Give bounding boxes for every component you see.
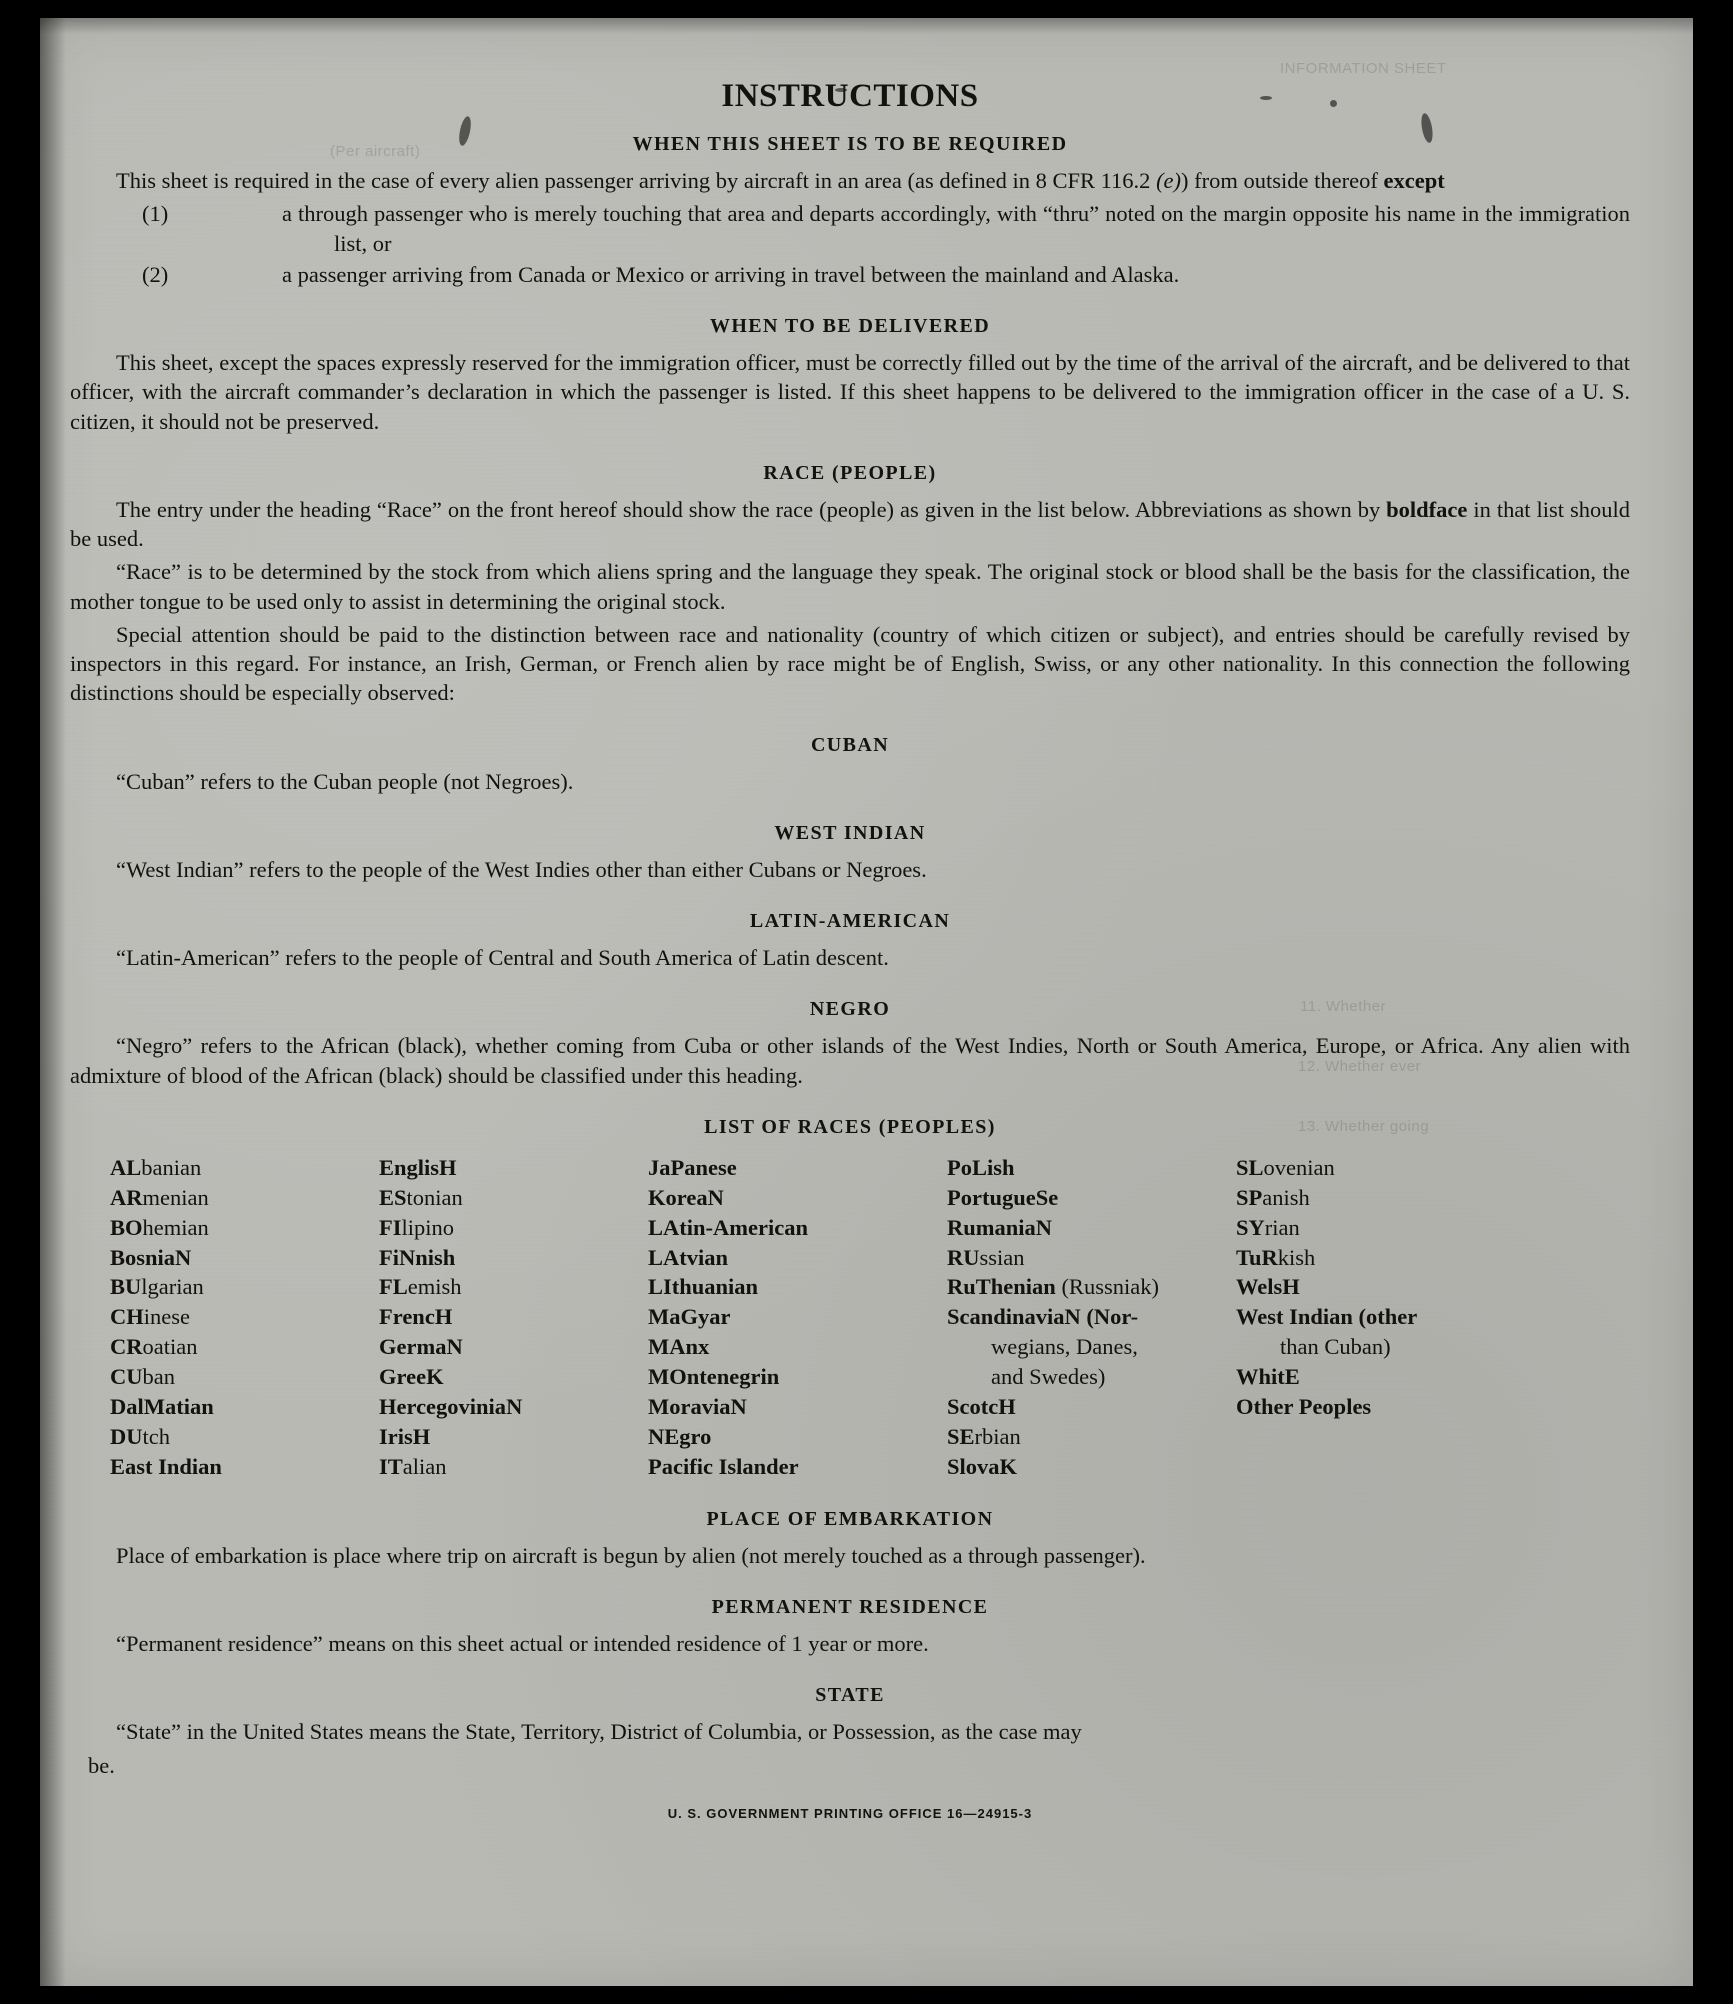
races-list bbox=[110, 1153, 1630, 1482]
race-list-item bbox=[947, 1452, 1222, 1482]
page-top-shadow bbox=[40, 18, 1693, 34]
race-list-item bbox=[1236, 1302, 1526, 1332]
race-abbrev-caps: FL bbox=[379, 1274, 408, 1300]
state-paragraph-continuation: be. bbox=[88, 1752, 115, 1778]
race-abbrev-caps: AR bbox=[110, 1184, 143, 1210]
intro-bold-except: except bbox=[1383, 168, 1445, 193]
race-abbrev-caps: LAtvian bbox=[648, 1244, 729, 1270]
race-p1-part-1: The entry under the heading “Race” on the front hereof should show the race (people) as given in the list below. Abbreviations as shown by bbox=[116, 496, 1387, 522]
race-list-item bbox=[648, 1243, 933, 1273]
race-list-item bbox=[947, 1213, 1222, 1243]
race-name-rest: N bbox=[506, 1394, 523, 1420]
race-name-rest: Nnish bbox=[399, 1244, 456, 1270]
bleed-through-text: (Per aircraft) bbox=[330, 143, 421, 160]
race-people-paragraph-3: Special attention should be paid to the distinction between race and nationality (country of which citizen or subject), and entries should be carefully revised by inspectors in this regard. For instance, an Irish, German, or French alien by race might be of English, Swiss, or any other nationality. In this connection the following distinctions should be especially observed: bbox=[70, 621, 1630, 706]
negro-paragraph: “Negro” refers to the African (black), whether coming from Cuba or other islands of the West Indies, North or South America, Europe, or Africa. Any alien with admixture of blood of the African (black) should be classified under this heading. bbox=[70, 1033, 1630, 1088]
race-name-rest: H bbox=[998, 1394, 1016, 1420]
race-list-item bbox=[947, 1183, 1222, 1213]
section-heading-west-indian: WEST INDIAN bbox=[774, 821, 926, 844]
intro-italic-e: (e) bbox=[1156, 168, 1182, 193]
race-abbrev-caps: FI bbox=[379, 1214, 402, 1240]
race-list-item bbox=[1236, 1183, 1526, 1213]
race-list-item bbox=[110, 1302, 365, 1332]
race-name-rest: anish bbox=[1262, 1184, 1310, 1210]
race-name-rest: Panese bbox=[670, 1154, 737, 1180]
race-abbrev-caps: SE bbox=[947, 1424, 975, 1450]
race-name-rest: ssian bbox=[979, 1244, 1025, 1270]
race-list-item bbox=[947, 1243, 1222, 1273]
race-list-item bbox=[110, 1213, 365, 1243]
west-indian-paragraph: “West Indian” refers to the people of the West Indies other than either Cubans or Negroes. bbox=[116, 856, 927, 882]
race-name-rest: inese bbox=[143, 1304, 190, 1330]
race-list-item bbox=[1236, 1243, 1526, 1273]
race-list-item bbox=[947, 1362, 1222, 1392]
race-list-item bbox=[1236, 1153, 1526, 1183]
when-required-intro bbox=[70, 166, 1630, 195]
race-name-rest: Matian bbox=[143, 1394, 214, 1420]
race-abbrev-caps: DU bbox=[110, 1424, 143, 1450]
race-abbrev-caps: Gree bbox=[379, 1364, 427, 1390]
section-heading-cuban: CUBAN bbox=[810, 733, 890, 756]
race-name-rest: banian bbox=[141, 1154, 202, 1180]
list-item-number: (1) bbox=[142, 201, 169, 227]
race-name-rest: rian bbox=[1264, 1214, 1300, 1240]
race-abbrev-caps: Pacific Islander bbox=[648, 1453, 799, 1479]
race-list-item bbox=[110, 1452, 365, 1482]
race-name-rest: Se bbox=[1035, 1184, 1059, 1210]
section-heading-when-delivered: WHEN TO BE DELIVERED bbox=[709, 315, 991, 337]
latin-american-paragraph: “Latin-American” refers to the people of Central and South America of Latin descent. bbox=[116, 945, 889, 970]
list-item-number: (2) bbox=[142, 261, 169, 287]
bleed-through-text: 11. Whether bbox=[1300, 998, 1387, 1015]
race-list-item bbox=[110, 1392, 365, 1422]
race-abbrev-caps: Germa bbox=[379, 1334, 447, 1360]
race-abbrev-caps: CH bbox=[110, 1304, 144, 1330]
race-abbrev-caps: Korea bbox=[648, 1184, 708, 1210]
race-abbrev-caps: MAnx bbox=[648, 1334, 710, 1360]
races-column bbox=[1236, 1153, 1526, 1482]
race-name-rest: rbian bbox=[974, 1424, 1021, 1450]
section-heading-race-people: RACE (PEOPLE) bbox=[763, 461, 937, 484]
race-abbrev-caps: Moravia bbox=[648, 1394, 731, 1420]
race-abbrev-caps: ES bbox=[379, 1184, 407, 1210]
race-list-item bbox=[947, 1272, 1222, 1302]
race-abbrev-caps: Other Peoples bbox=[1236, 1394, 1372, 1420]
race-abbrev-caps: CU bbox=[110, 1364, 143, 1390]
race-abbrev-caps: Englis bbox=[379, 1154, 440, 1180]
race-list-item bbox=[110, 1183, 365, 1213]
race-abbrev-caps: LAtin-American bbox=[648, 1214, 808, 1240]
race-name-rest: H bbox=[412, 1424, 431, 1450]
race-name-rest: tonian bbox=[406, 1184, 463, 1210]
race-abbrev-caps: Ja bbox=[648, 1154, 671, 1180]
race-list-item bbox=[379, 1362, 634, 1392]
race-name-rest: than Cuban) bbox=[1280, 1334, 1391, 1360]
race-abbrev-caps: Whit bbox=[1236, 1364, 1285, 1390]
race-list-item bbox=[947, 1392, 1222, 1422]
list-item-text: a through passenger who is merely touching that area and departs accordingly, with “thru” noted on the margin opposite his name in the immigration list, or bbox=[282, 201, 1630, 256]
race-abbrev-caps: BO bbox=[110, 1214, 143, 1240]
race-abbrev-caps: East Indian bbox=[110, 1453, 222, 1479]
race-name-rest: tch bbox=[142, 1424, 170, 1450]
document-content bbox=[70, 78, 1630, 1821]
race-name-rest: N bbox=[730, 1394, 747, 1420]
race-list-item bbox=[379, 1302, 634, 1332]
race-list-item bbox=[1236, 1332, 1526, 1362]
race-abbrev-caps: CR bbox=[110, 1334, 143, 1360]
section-heading-negro: NEGRO bbox=[809, 998, 891, 1021]
race-list-item bbox=[648, 1392, 933, 1422]
race-name-rest: K bbox=[999, 1453, 1018, 1479]
race-people-paragraph-1 bbox=[70, 495, 1630, 554]
race-abbrev-caps: LIthuanian bbox=[648, 1274, 759, 1300]
race-name-rest: and Swedes) bbox=[991, 1364, 1106, 1390]
race-name-rest: E bbox=[1284, 1364, 1300, 1390]
race-people-paragraph-2: “Race” is to be determined by the stock from which aliens spring and the language they speak. The original stock or blood shall be the basis for the classification, the mother tongue to be used only to assist in determining the original stock. bbox=[70, 559, 1630, 614]
race-list-item bbox=[110, 1422, 365, 1452]
race-list-item bbox=[379, 1213, 634, 1243]
races-column bbox=[379, 1153, 634, 1482]
bleed-through-text: INFORMATION SHEET bbox=[1280, 60, 1447, 77]
race-list-item bbox=[110, 1332, 365, 1362]
section-heading-permanent-residence: PERMANENT RESIDENCE bbox=[711, 1596, 989, 1619]
race-abbrev-caps: SP bbox=[1236, 1184, 1263, 1210]
race-list-item bbox=[648, 1422, 933, 1452]
document-page bbox=[40, 18, 1693, 1986]
list-item-text: a passenger arriving from Canada or Mexico or arriving in travel between the mainland and Alaska. bbox=[282, 261, 1180, 287]
races-column bbox=[110, 1153, 365, 1482]
race-abbrev-caps: Frenc bbox=[379, 1304, 435, 1330]
race-name-rest: emish bbox=[407, 1274, 462, 1300]
race-abbrev-caps: SY bbox=[1236, 1214, 1265, 1240]
race-abbrev-caps: Iris bbox=[379, 1424, 413, 1450]
race-list-item bbox=[1236, 1392, 1526, 1422]
intro-part-1: This sheet is required in the case of every alien passenger arriving by aircraft in an area (as defined in 8 CFR 116.2 bbox=[116, 168, 1157, 193]
race-abbrev-caps: BU bbox=[110, 1274, 142, 1300]
permanent-residence-paragraph: “Permanent residence” means on this sheet actual or intended residence of 1 year or more. bbox=[116, 1631, 929, 1657]
race-abbrev-caps: Dal bbox=[110, 1394, 144, 1420]
race-list-item bbox=[379, 1332, 634, 1362]
when-delivered-paragraph: This sheet, except the spaces expressly reserved for the immigration officer, must be correctly filled out by the time of the arrival of the aircraft, and be delivered to that officer, with the aircraft commander’s declaration in which the passenger is listed. If this sheet happens to be delivered to the immigration officer in the case of a U. S. citizen, it should not be preserved. bbox=[70, 350, 1630, 434]
race-list-item bbox=[1236, 1272, 1526, 1302]
race-p1-part-2: in that list should be used. bbox=[70, 496, 1630, 551]
race-name-rest: N bbox=[1035, 1214, 1053, 1240]
race-list-item bbox=[379, 1422, 634, 1452]
race-list-item bbox=[379, 1452, 634, 1482]
state-paragraph: “State” in the United States means the State, Territory, District of Columbia, or Possession, as the case may bbox=[116, 1719, 1082, 1745]
race-list-item bbox=[648, 1153, 933, 1183]
race-list-item bbox=[379, 1392, 634, 1422]
race-abbrev-caps: MaGyar bbox=[648, 1304, 731, 1330]
race-list-item bbox=[947, 1422, 1222, 1452]
race-name-rest: oatian bbox=[142, 1334, 198, 1360]
race-name-rest: H bbox=[439, 1154, 457, 1180]
race-list-item bbox=[1236, 1213, 1526, 1243]
race-abbrev-caps: MOntenegrin bbox=[648, 1364, 780, 1390]
printing-office-footer: U. S. GOVERNMENT PRINTING OFFICE 16—24915-3 bbox=[667, 1805, 1033, 1821]
race-name-rest: N bbox=[175, 1244, 192, 1270]
race-name-rest: alian bbox=[402, 1453, 447, 1479]
race-abbrev-caps: Slova bbox=[947, 1453, 1000, 1479]
race-abbrev-caps: Rumania bbox=[947, 1214, 1036, 1240]
race-name-rest: K bbox=[426, 1364, 444, 1390]
race-abbrev-caps: Po bbox=[947, 1154, 972, 1180]
races-column bbox=[947, 1153, 1222, 1482]
race-list-item bbox=[648, 1183, 933, 1213]
race-list-item bbox=[379, 1153, 634, 1183]
race-abbrev-caps: IT bbox=[379, 1453, 403, 1479]
race-name-rest: Lish bbox=[972, 1154, 1015, 1180]
race-list-item bbox=[947, 1302, 1222, 1332]
section-heading-list-of-races: LIST OF RACES (PEOPLES) bbox=[704, 1115, 996, 1138]
race-abbrev-caps: TuR bbox=[1236, 1244, 1278, 1270]
race-name-rest: (Russniak) bbox=[1055, 1274, 1159, 1300]
bleed-through-text: 13. Whether going bbox=[1298, 1118, 1430, 1135]
race-list-item bbox=[648, 1213, 933, 1243]
race-abbrev-caps: West Indian (other bbox=[1236, 1304, 1418, 1330]
page-title: INSTRUCTIONS bbox=[721, 78, 979, 114]
race-list-item bbox=[110, 1272, 365, 1302]
race-name-rest: H bbox=[434, 1304, 453, 1330]
bleed-through-text: 12. Whether ever bbox=[1298, 1058, 1422, 1075]
race-abbrev-caps: AL bbox=[110, 1154, 142, 1180]
race-abbrev-caps: Scotc bbox=[947, 1394, 999, 1420]
race-abbrev-caps: Wels bbox=[1236, 1274, 1283, 1300]
when-required-exception-list bbox=[70, 199, 1630, 289]
race-list-item bbox=[110, 1243, 365, 1273]
race-abbrev-caps: SL bbox=[1236, 1154, 1264, 1180]
race-name-rest: ovenian bbox=[1263, 1154, 1335, 1180]
race-list-item bbox=[648, 1272, 933, 1302]
race-name-rest: lgarian bbox=[141, 1274, 204, 1300]
race-name-rest: N (Nor- bbox=[1064, 1304, 1139, 1330]
race-abbrev-caps: NEgro bbox=[648, 1424, 712, 1450]
race-name-rest: ban bbox=[142, 1364, 175, 1390]
race-abbrev-caps: Hercegovinia bbox=[379, 1394, 507, 1420]
section-heading-place-of-embarkation: PLACE OF EMBARKATION bbox=[706, 1507, 994, 1530]
race-list-item bbox=[947, 1153, 1222, 1183]
race-list-item bbox=[110, 1153, 365, 1183]
section-heading-when-required: WHEN THIS SHEET IS TO BE REQUIRED bbox=[632, 133, 1068, 155]
race-name-rest: wegians, Danes, bbox=[991, 1334, 1138, 1360]
race-abbrev-caps: Bosnia bbox=[110, 1244, 176, 1270]
race-abbrev-caps: Scandinavia bbox=[947, 1304, 1065, 1330]
race-list-item bbox=[379, 1272, 634, 1302]
race-name-rest: hemian bbox=[142, 1214, 209, 1240]
race-name-rest: N bbox=[446, 1334, 463, 1360]
race-name-rest: H bbox=[1282, 1274, 1300, 1300]
list-item bbox=[142, 199, 1630, 258]
intro-part-2: ) from outside thereof bbox=[1181, 168, 1384, 193]
race-list-item bbox=[379, 1183, 634, 1213]
page-left-shadow bbox=[40, 18, 66, 1986]
race-name-rest: lipino bbox=[401, 1214, 455, 1240]
race-list-item bbox=[110, 1362, 365, 1392]
list-item bbox=[142, 260, 1630, 289]
place-of-embarkation-paragraph: Place of embarkation is place where trip on aircraft is begun by alien (not merely touched as a through passenger). bbox=[116, 1542, 1146, 1568]
race-list-item bbox=[379, 1243, 634, 1273]
cuban-paragraph: “Cuban” refers to the Cuban people (not Negroes). bbox=[116, 768, 574, 794]
race-abbrev-caps: Fi bbox=[379, 1244, 399, 1270]
race-abbrev-caps: RuThenian bbox=[947, 1274, 1056, 1300]
section-heading-state: STATE bbox=[815, 1684, 885, 1707]
race-list-item bbox=[648, 1332, 933, 1362]
race-abbrev-caps: Portugue bbox=[947, 1184, 1036, 1210]
race-name-rest: menian bbox=[142, 1184, 209, 1210]
race-list-item bbox=[947, 1332, 1222, 1362]
section-heading-latin-american: LATIN-AMERICAN bbox=[749, 910, 951, 932]
race-list-item bbox=[648, 1452, 933, 1482]
race-list-item bbox=[648, 1302, 933, 1332]
race-list-item bbox=[648, 1362, 933, 1392]
races-column bbox=[648, 1153, 933, 1482]
race-name-rest: N bbox=[707, 1184, 724, 1210]
race-list-item bbox=[1236, 1362, 1526, 1392]
race-p1-bold-boldface: boldface bbox=[1386, 496, 1468, 522]
race-name-rest: kish bbox=[1277, 1244, 1316, 1270]
race-abbrev-caps: RU bbox=[947, 1244, 980, 1270]
